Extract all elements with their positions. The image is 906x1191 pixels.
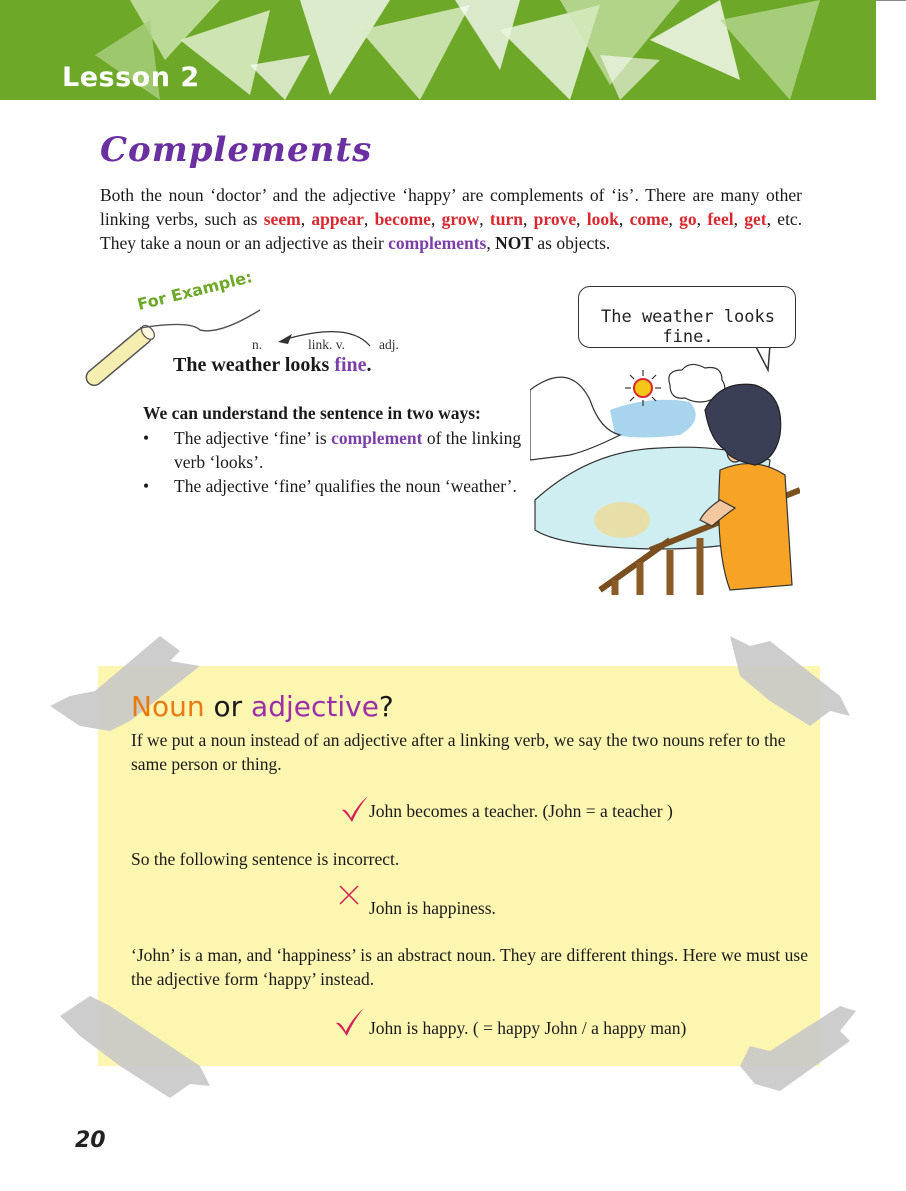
verb-prove: prove	[533, 209, 577, 229]
section-title: Complements	[100, 130, 373, 170]
check-icon	[340, 794, 370, 822]
intro-text-part2: etc. They take a noun or an adjective as their	[100, 209, 803, 253]
noun-or-adjective-title	[131, 690, 394, 723]
boy-illustration	[530, 340, 800, 595]
example-3: John is happy. ( = happy John / a happy man)	[369, 1018, 687, 1038]
intro-paragraph: Both the noun ‘doctor’ and the adjective ‘happy’ are complements of ‘is’. There are many other linking verbs, such as seem, appear, become, grow, turn, prove, look, come, go, feel, get, etc. They take a noun or an adjective as their complements, NOT as objects.	[100, 185, 803, 253]
paragraph-1: If we put a noun instead of an adjective after a linking verb, we say the two nouns refer to the same person or thing.	[131, 730, 786, 774]
ways-heading: We can understand the sentence in two ways:	[143, 403, 481, 423]
not-word: NOT	[495, 233, 534, 253]
verb-seem: seem	[263, 209, 301, 229]
example-2: John is happiness.	[369, 898, 496, 918]
example-sentence-end: .	[366, 354, 372, 376]
verb-become: become	[374, 209, 431, 229]
intro-text-part1: Both the noun ‘doctor’ and the adjective ‘happy’ are complements of ‘is’. There are many other linking verbs, such as	[100, 185, 802, 229]
verb-turn: turn	[489, 209, 523, 229]
cross-icon	[338, 884, 360, 906]
verb-come: come	[629, 209, 669, 229]
linking-verb-label: link. v.	[308, 337, 345, 352]
paragraph-2: So the following sentence is incorrect.	[131, 849, 400, 869]
header-rule	[876, 0, 906, 1]
verb-go: go	[679, 209, 697, 229]
bullet: •	[143, 428, 150, 448]
complements-word: complements	[388, 233, 487, 253]
verb-look: look	[586, 209, 619, 229]
verb-appear: appear	[311, 209, 364, 229]
example-sentence-highlight: fine	[334, 354, 367, 376]
title-adjective: adjective	[251, 690, 379, 723]
lesson-label: Lesson 2	[62, 62, 200, 93]
adjective-label: adj.	[379, 337, 399, 352]
verb-grow: grow	[441, 209, 480, 229]
for-example-label: For Example:	[135, 267, 255, 314]
bullet: •	[143, 476, 150, 496]
title-question-mark: ?	[378, 690, 394, 723]
verb-feel: feel	[707, 209, 734, 229]
title-or: or	[204, 690, 252, 723]
verb-get: get	[744, 209, 767, 229]
check-icon	[334, 1006, 366, 1036]
list-item: • The adjective ‘fine’ qualifies the noun ‘weather’.	[143, 476, 517, 496]
grammar-arrow-icon	[270, 324, 380, 354]
complement-highlight: complement	[331, 428, 423, 448]
example-sentence-start: The weather looks	[173, 354, 335, 376]
example-sentence	[173, 354, 372, 377]
speech-bubble-text: The weather looks fine.	[601, 307, 775, 347]
example-1: John becomes a teacher. (John = a teacher )	[369, 801, 673, 821]
title-noun: Noun	[131, 690, 205, 723]
noun-label: n.	[252, 337, 263, 352]
ways-list	[143, 426, 543, 498]
intro-text-part3: ,	[486, 233, 496, 253]
intro-text-part4: as objects.	[533, 233, 611, 253]
list-item: • The adjective ‘fine’ is complement of the linking verb ‘looks’.	[143, 428, 522, 472]
page-number: 20	[75, 1128, 106, 1153]
paragraph-3: ‘John’ is a man, and ‘happiness’ is an abstract noun. They are different things. Here we must use the adjective form ‘happy’ instead.	[131, 945, 808, 989]
